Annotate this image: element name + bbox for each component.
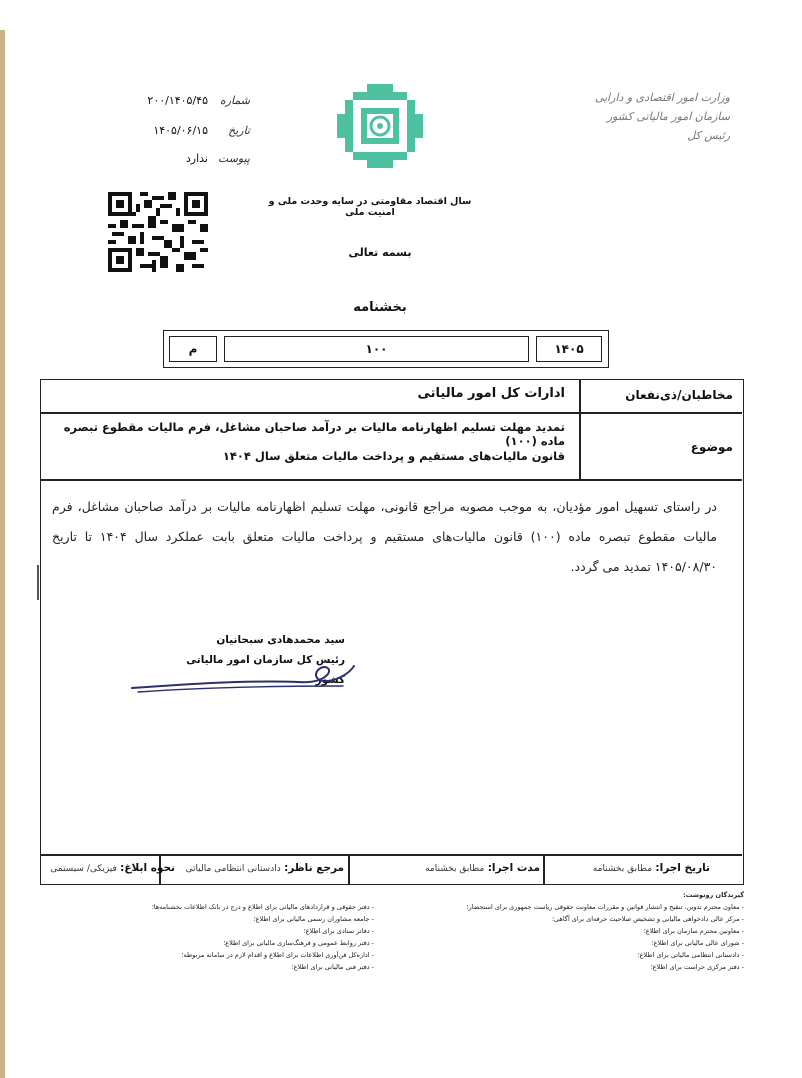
exec-date-label: تاریخ اجرا:	[655, 862, 710, 874]
recipient-item: - مرکز عالی دادخواهی مالیاتی و تشخیص صلاحیت حرفه‌ای برای آگاهی؛	[551, 915, 744, 923]
tax-organization-logo	[337, 84, 423, 168]
attachment-label: پیوست	[217, 152, 250, 165]
letter-date-row	[100, 124, 250, 144]
recipient-item: - جامعه مشاوران رسمی مالیاتی برای اطلاع؛	[253, 915, 374, 923]
row-divider	[41, 854, 742, 856]
circular-suffix: م	[169, 336, 217, 362]
circular-year: ۱۴۰۵	[536, 336, 602, 362]
circular-table	[40, 379, 744, 885]
recipient-item: - معاون محترم تدوین، تنقیح و انتشار قوانین و مقررات معاونت حقوقی ریاست جمهوری برای استحضار؛	[466, 903, 744, 911]
column-divider	[348, 854, 350, 884]
addressee-label: مخاطبان/ذی‌نفعان	[625, 388, 733, 402]
page-edge	[0, 30, 5, 1078]
supervisor-ref	[186, 862, 344, 874]
ministry-line: رئیس کل	[687, 129, 730, 142]
letter-date-label: تاریخ	[228, 124, 250, 137]
qr-code	[108, 192, 208, 272]
recipient-item: - معاونین محترم سازمان برای اطلاع؛	[643, 927, 744, 935]
recipients-left	[54, 901, 374, 973]
circular-number-box	[163, 330, 609, 368]
exec-date	[593, 862, 710, 874]
circular-body-text: در راستای تسهیل امور مؤدیان، به موجب مصوبه مراجع قانونی، مهلت تسلیم اظهارنامه مالیات بر درآمد صاحبان مشاغل، فرم مالیات مقطوع تبصره ماده (۱۰۰) قانون مالیات‌های مستقیم و پرداخت مالیات متعلق بابت عملکرد سال ۱۴۰۴ تا تاریخ ۱۴۰۵/۰۸/۳۰ تمدید می گردد.	[52, 499, 717, 574]
year-slogan: سال اقتصاد مقاومتی در سایه وحدت ملی و امنیت ملی	[268, 196, 472, 218]
letter-number-label: شماره	[219, 94, 250, 107]
notify-method-label: نحوه ابلاغ:	[120, 862, 175, 874]
ministry-line: سازمان امور مالیاتی کشور	[606, 110, 730, 123]
recipient-item: - دادستانی انتظامی مالیاتی برای اطلاع؛	[637, 951, 744, 959]
signature-image	[128, 650, 358, 700]
recipient-item: - دفتر روابط عمومی و فرهنگ‌سازی مالیاتی برای اطلاع؛	[223, 939, 374, 947]
column-divider	[543, 854, 545, 884]
letter-number-row	[100, 94, 250, 114]
recipient-item: - شورای عالی مالیاتی برای اطلاع؛	[651, 939, 744, 947]
column-divider	[579, 380, 581, 479]
exec-duration-label: مدت اجرا:	[487, 862, 540, 874]
recipients-right	[414, 889, 744, 973]
recipients-title: گیرندگان رونوشت:	[683, 891, 744, 899]
recipient-item: - اداره‌کل فن‌آوری اطلاعات برای اطلاع و اقدام لازم در سامانه مربوطه؛	[181, 951, 374, 959]
row-divider	[41, 412, 742, 414]
ministry-line: وزارت امور اقتصادی و دارایی	[594, 91, 730, 104]
exec-date-value: مطابق بخشنامه	[592, 864, 653, 874]
recipient-item: - دفاتر ستادی برای اطلاع؛	[303, 927, 374, 935]
ministry-header	[580, 88, 730, 145]
notify-method-value: فیزیکی/ سیستمی	[50, 864, 117, 874]
recipient-item: - دفتر مرکزی حراست برای اطلاع؛	[650, 963, 744, 971]
margin-mark	[37, 565, 39, 600]
signer-name: سید محمدهادی سبحانیان	[216, 634, 345, 646]
bismillah: بسمه تعالی	[348, 246, 412, 259]
subject-label: موضوع	[690, 440, 733, 454]
row-divider	[41, 479, 742, 481]
subject-line-1: تمدید مهلت تسلیم اظهارنامه مالیات بر درآمد صاحبان مشاغل، فرم مالیات مقطوع تبصره ماده (۱۰۰)	[63, 420, 565, 448]
notify-method	[50, 862, 175, 874]
supervisor-ref-value: دادستانی انتظامی مالیاتی	[185, 864, 281, 874]
subject-line-2: قانون مالیات‌های مستقیم و پرداخت مالیات متعلق سال ۱۴۰۴	[222, 449, 565, 463]
attachment-value: ندارد	[185, 152, 208, 165]
circular-serial: ۱۰۰	[224, 336, 529, 362]
addressee-value: ادارات کل امور مالیاتی	[417, 386, 565, 401]
exec-duration-value: مطابق بخشنامه	[425, 864, 485, 874]
recipient-item: - دفتر فنی مالیاتی برای اطلاع؛	[291, 963, 374, 971]
document-type: بخشنامه	[353, 300, 407, 315]
recipient-item: - دفتر حقوقی و قراردادهای مالیاتی برای اطلاع و درج در بانک اطلاعات بخشنامه‌ها؛	[151, 903, 374, 911]
signer-title: رئیس کل سازمان امور مالیاتی کشور	[186, 654, 345, 686]
letter-date-value: ۱۴۰۵/۰۶/۱۵	[153, 124, 208, 137]
attachment-row	[100, 152, 250, 172]
exec-duration	[425, 862, 540, 874]
supervisor-ref-label: مرجع ناظر:	[284, 862, 344, 874]
letter-number-value: ۲۰۰/۱۴۰۵/۴۵	[147, 94, 208, 107]
